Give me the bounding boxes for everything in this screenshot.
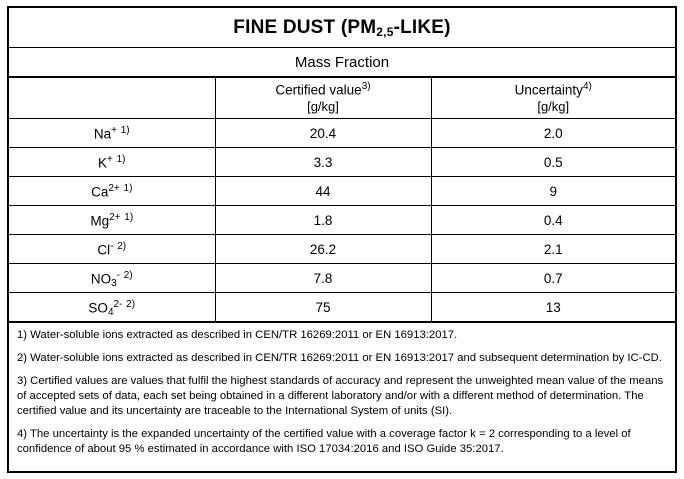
page-title — [233, 17, 450, 39]
table-row — [9, 293, 675, 322]
table-row — [9, 177, 675, 206]
analyte-note: 1) — [123, 182, 133, 194]
analyte-symbol: NO — [90, 271, 112, 287]
footnote-2: 2) Water-soluble ions extracted as described in CEN/TR 16269:2011 or EN 16913:2017 and subsequent determination by IC-CD. — [17, 352, 662, 365]
table-title-row — [9, 8, 675, 48]
analyte-charge: - — [110, 240, 114, 252]
table-row — [9, 264, 675, 293]
analyte-subscript: 4 — [107, 307, 114, 319]
row-uncertainty: 2.0 — [431, 119, 675, 148]
footnote-3: 3) Certified values are values that fulfil the highest standards of accuracy and represent the unweighted mean value of the means of accepted sets of data, each set being obtained in a different laboratory and/or with a different method of determination. The certified value and its uncertainty are traceable to the International System of units (SI). — [17, 375, 664, 418]
row-analyte — [9, 119, 215, 148]
analyte-symbol: Na — [93, 126, 112, 142]
row-certified-value: 7.8 — [215, 264, 431, 293]
row-analyte — [9, 177, 215, 206]
row-certified-value: 44 — [215, 177, 431, 206]
section-label: Mass Fraction — [294, 53, 390, 71]
header-uncertainty-note: 4) — [582, 80, 592, 92]
row-uncertainty: 2.1 — [431, 235, 675, 264]
header-uncertainty-label: Uncertainty — [514, 82, 583, 98]
row-certified-value: 3.3 — [215, 148, 431, 177]
header-uncertainty-unit: [g/kg] — [537, 99, 570, 115]
footnote-1: 1) Water-soluble ions extracted as described in CEN/TR 16269:2011 or EN 16913:2017. — [17, 329, 458, 341]
analyte-note: 1) — [124, 211, 134, 223]
header-certified-value-note: 3) — [361, 80, 371, 92]
table-row — [9, 235, 675, 264]
analyte-charge: 2+ — [108, 182, 120, 194]
analyte-symbol: Mg — [90, 213, 110, 229]
title-prefix: FINE DUST (PM — [233, 16, 377, 38]
row-analyte — [9, 235, 215, 264]
row-analyte — [9, 148, 215, 177]
footnote-4: 4) The uncertainty is the expanded uncertainty of the certified value with a coverage factor k = 2 corresponding to a level of confidence of about 95 % estimated in accordance with ISO 17034:2016 and ISO Guide 35:2017. — [17, 428, 631, 456]
section-label-row — [9, 48, 675, 77]
analyte-symbol: Ca — [91, 184, 109, 200]
row-uncertainty: 0.7 — [431, 264, 675, 293]
analyte-note: 1) — [116, 153, 126, 165]
table-row — [9, 206, 675, 235]
header-analyte — [9, 78, 215, 119]
analyte-charge: - — [116, 269, 120, 281]
row-certified-value: 1.8 — [215, 206, 431, 235]
analyte-charge: + — [107, 153, 113, 165]
header-certified-value-unit: [g/kg] — [307, 99, 339, 115]
table-row — [9, 119, 675, 148]
row-analyte — [9, 206, 215, 235]
table-header-row — [9, 78, 675, 119]
analyte-charge: 2+ — [109, 211, 121, 223]
footnotes-section — [9, 322, 675, 471]
analyte-note: 2) — [126, 298, 136, 310]
analyte-symbol: Cl — [97, 242, 111, 258]
row-analyte — [9, 264, 215, 293]
analyte-symbol: K — [97, 155, 107, 171]
table-row — [9, 148, 675, 177]
header-certified-value-label: Certified value — [275, 82, 362, 98]
title-suffix: -LIKE) — [393, 16, 451, 38]
row-uncertainty: 0.4 — [431, 206, 675, 235]
analyte-charge: 2- — [113, 298, 123, 310]
row-uncertainty: 13 — [431, 293, 675, 322]
analyte-charge: + — [111, 124, 117, 136]
row-certified-value: 20.4 — [215, 119, 431, 148]
analyte-note: 2) — [117, 240, 127, 252]
header-certified-value — [215, 78, 431, 119]
analyte-symbol: SO — [88, 300, 108, 316]
title-subscript: 2,5 — [376, 24, 394, 39]
analyte-subscript: 3 — [111, 278, 117, 290]
analyte-note: 2) — [123, 269, 133, 281]
row-uncertainty: 0.5 — [431, 148, 675, 177]
analyte-note: 1) — [120, 124, 130, 136]
certified-values-table — [9, 77, 675, 322]
row-certified-value: 75 — [215, 293, 431, 322]
certificate-table-frame — [7, 6, 677, 473]
row-certified-value: 26.2 — [215, 235, 431, 264]
row-uncertainty: 9 — [431, 177, 675, 206]
row-analyte — [9, 293, 215, 322]
header-uncertainty — [431, 78, 675, 119]
